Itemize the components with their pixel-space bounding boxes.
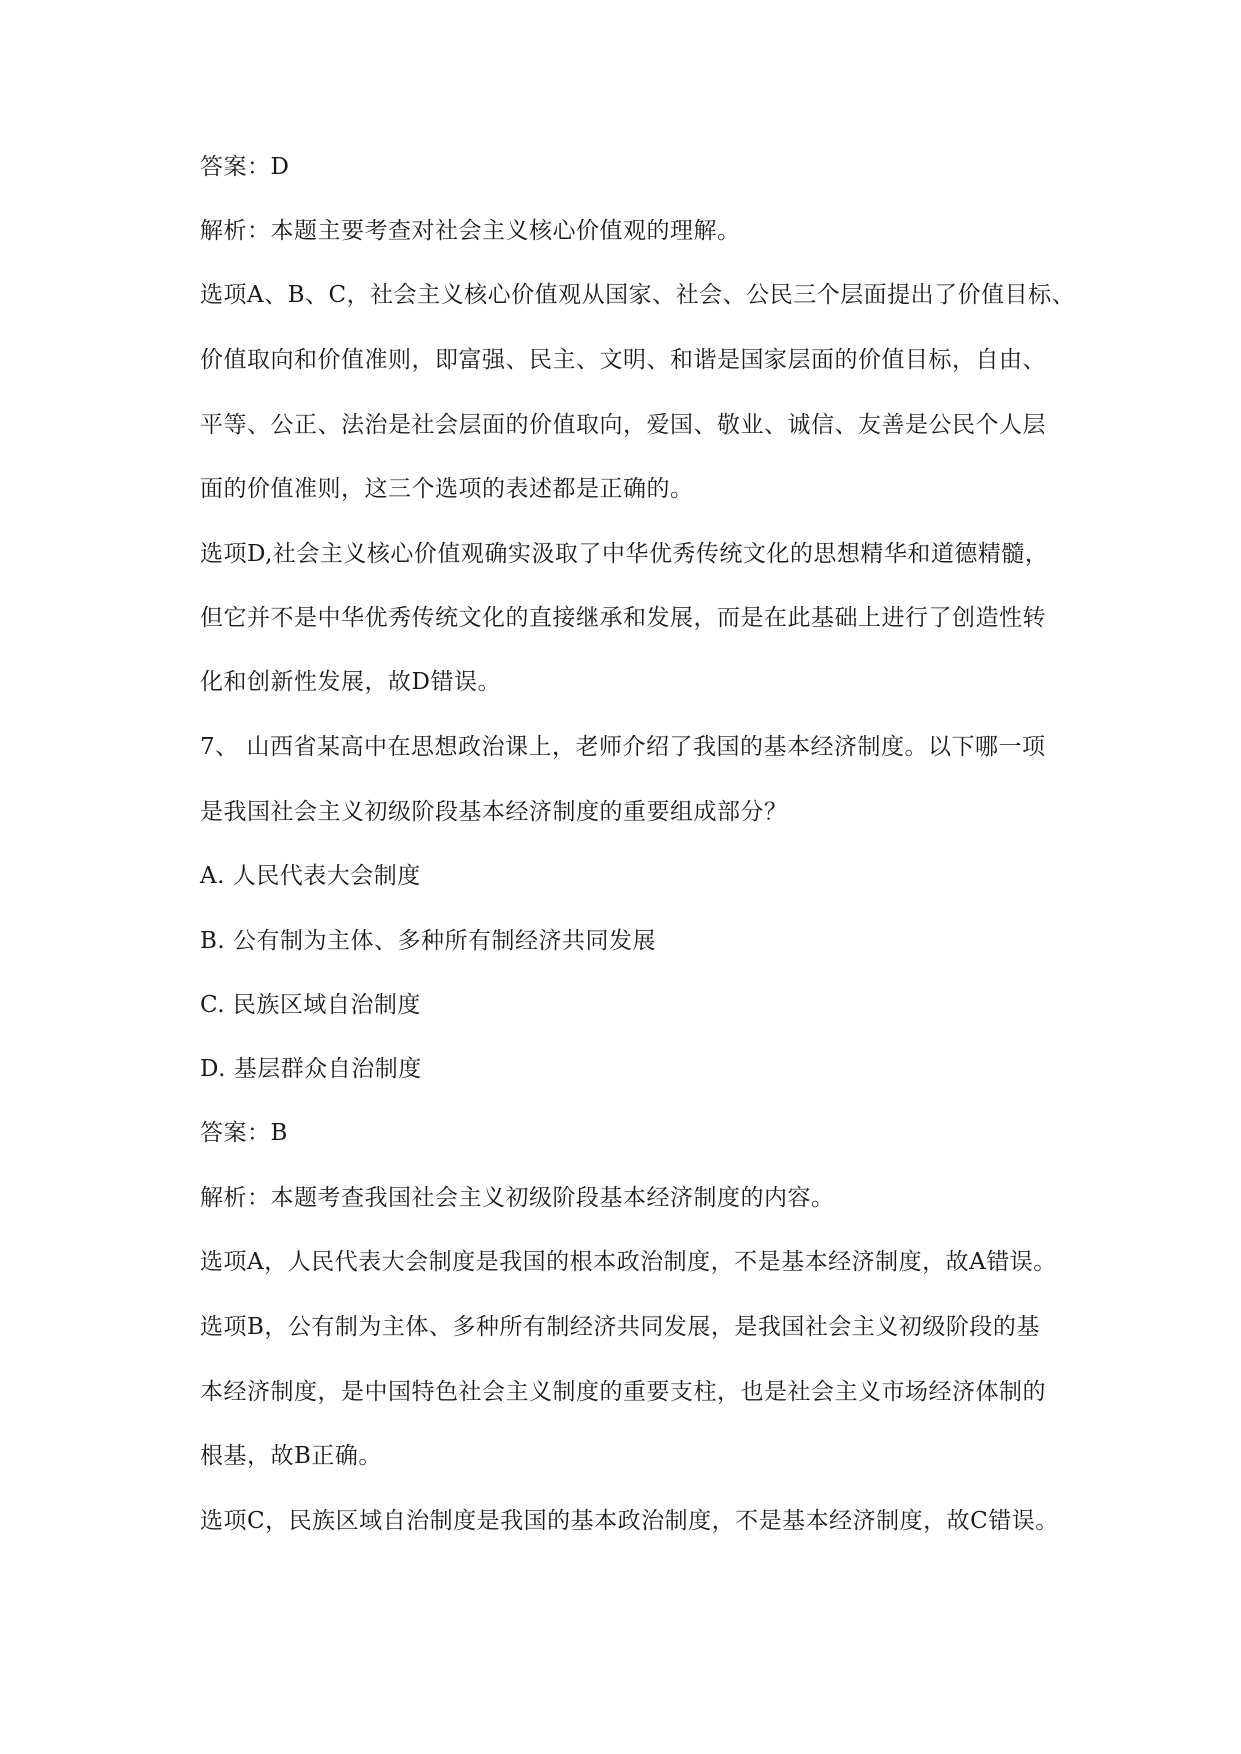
paragraph-line: 但它并不是中华优秀传统文化的直接继承和发展，而是在此基础上进行了创造性转: [200, 605, 1046, 631]
option-a: A. 人民代表大会制度: [200, 863, 421, 889]
paragraph-line: 平等、公正、法治是社会层面的价值取向，爱国、敬业、诚信、友善是公民个人层: [200, 412, 1046, 438]
answer-line: 答案：D: [200, 154, 290, 180]
answer-line: 答案：B: [200, 1120, 288, 1146]
paragraph-line: 价值取向和价值准则，即富强、民主、文明、和谐是国家层面的价值目标，自由、: [200, 347, 1046, 373]
paragraph-line: 化和创新性发展，故D错误。: [200, 669, 501, 695]
option-d: D. 基层群众自治制度: [200, 1056, 422, 1082]
paragraph-line: 选项A、B、C，社会主义核心价值观从国家、社会、公民三个层面提出了价值目标、: [200, 282, 1076, 308]
paragraph-line: 本经济制度，是中国特色社会主义制度的重要支柱，也是社会主义市场经济体制的: [200, 1379, 1046, 1405]
paragraph-line: 选项D,社会主义核心价值观确实汲取了中华优秀传统文化的思想精华和道德精髓，: [200, 541, 1049, 567]
option-b: B. 公有制为主体、多种所有制经济共同发展: [200, 928, 657, 954]
paragraph-line: 选项B，公有制为主体、多种所有制经济共同发展，是我国社会主义初级阶段的基: [200, 1314, 1040, 1340]
question-line: 7、 山西省某高中在思想政治课上，老师介绍了我国的基本经济制度。以下哪一项: [200, 734, 1046, 760]
paragraph-line: 选项A，人民代表大会制度是我国的根本政治制度，不是基本经济制度，故A错误。: [200, 1249, 1057, 1275]
analysis-line: 解析：本题考查我国社会主义初级阶段基本经济制度的内容。: [200, 1185, 835, 1211]
paragraph-line: 面的价值准则，这三个选项的表述都是正确的。: [200, 476, 694, 502]
analysis-line: 解析：本题主要考查对社会主义核心价值观的理解。: [200, 218, 741, 244]
question-line: 是我国社会主义初级阶段基本经济制度的重要组成部分？: [200, 799, 788, 825]
option-c: C. 民族区域自治制度: [200, 992, 421, 1018]
paragraph-line: 选项C，民族区域自治制度是我国的基本政治制度，不是基本经济制度，故C错误。: [200, 1508, 1059, 1534]
paragraph-line: 根基，故B正确。: [200, 1443, 382, 1469]
